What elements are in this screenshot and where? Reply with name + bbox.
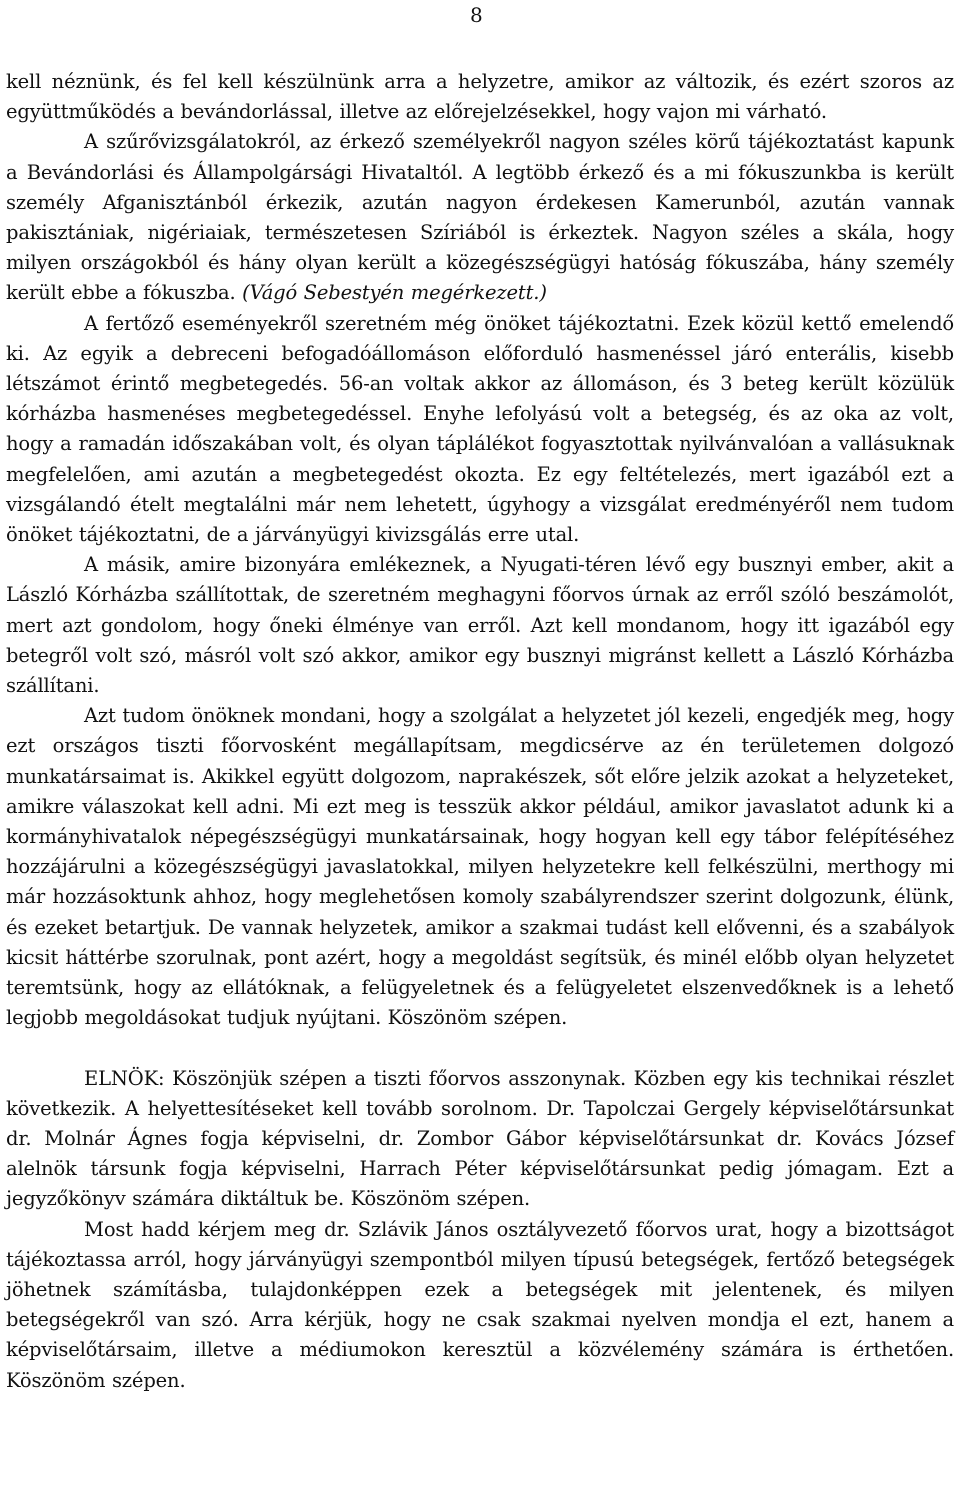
paragraph-chair-remarks: ELNÖK: Köszönjük szépen a tiszti főorvos asszonynak. Közben egy kis technikai részlet következik. A helyettesítéseket kell tovább sorolnom. Dr. Tapolczai Gergely képviselőtársunkat dr. Molnár Ágnes fogja képviselni, dr. Zombor Gábor képviselőtársunkat dr. Kovács József alelnök társunk fogja képviselni, Harrach Péter képviselőtársunkat pedig jómagam. Ezt a jegyzőkönyv számára diktáltuk be. Köszönöm szépen. bbox=[6, 1066, 954, 1211]
page-number: 8 bbox=[470, 3, 483, 27]
paragraph-5: Azt tudom önöknek mondani, hogy a szolgálat a helyzetet jól kezeli, engedjék meg, hogy ezt országos tiszti főorvosként megállapítsam, megdicsérve az én területemen dolgozó munkatársaimat is. Akikkel együtt dolgozom, naprakészek, sőt előre jelzik azokat a helyzeteket, amikre válaszokat kell adni. Mi ezt meg is tesszük akkor például, amikor javaslatot adunk ki a kormányhivatalok népegészségügyi munkatársainak, hogy hogyan kell egy tábor felépítéséhez hozzájárulni a közegészségügyi javaslatokkal, milyen helyzetekre kell felkészülni, merthogy mi már hozzásoktunk ahhoz, hogy meglehetősen komoly szabályrendszer szerint dolgozunk, élünk, és ezeket betartjuk. De vannak helyzetek, amikor a szakmai tudást kell elővenni, és a szabályok kicsit háttérbe szorulnak, pont azért, hogy a megoldást segítsük, és minél előbb olyan helyzetet teremtsünk, hogy az ellátóknak, a felügyeletnek és a felügyeletet elszenvedőknek is a lehető legjobb megoldásokat tudjuk nyújtani. Köszönöm szépen. bbox=[6, 704, 954, 1030]
paragraph-3: A fertőző eseményekről szeretném még önöket tájékoztatni. Ezek közül kettő emelendő ki. Az egyik a debreceni befogadóállomáson előforduló hasmenéssel járó enterális, kisebb létszámot érintő megbetegedés. 56-an voltak akkor az állomáson, és 3 beteg került közülük kórházba hasmenéses megbetegedéssel. Enyhe lefolyású volt a betegség, és az oka az volt, hogy a ramadán időszakában volt, és olyan táplálékot fogyasztottak nyilvánvalóan a vallásuknak megfelelően, ami azután a megbetegedést okozta. Ez egy feltételezés, mert igazából ezt a vizsgálandó ételt megtalálni már nem lehetett, úgyhogy a vizsgálat eredményéről nem tudom önöket tájékoztatni, de a járványügyi kivizsgálás erre utal. bbox=[6, 311, 954, 547]
document-body bbox=[6, 67, 954, 1396]
paragraph-2 bbox=[6, 127, 954, 308]
paragraph-1: kell néznünk, és fel kell készülnünk arra a helyzetre, amikor az változik, és ezért szoros az együttműködés a bevándorlással, illetve az előrejelzésekkel, hogy vajon mi várható. bbox=[6, 70, 954, 124]
paragraph-2-text: A szűrővizsgálatokról, az érkező személyekről nagyon széles körű tájékoztatást kapunk a Bevándorlási és Állampolgársági Hivataltól. A legtöbb érkező és a mi fókuszunkba is került személy Afganisztánból érkezik, azután nagyon érdekesen Kamerunból, azután vannak pakisztániak, nigériaiak, természetesen Szíriából is érkeztek. Nagyon széles a skála, hogy milyen országokból és hány olyan került a közegészségügyi hatóság fókuszába, hány személy került ebbe a fókuszba. bbox=[6, 130, 954, 305]
paragraph-4: A másik, amire bizonyára emlékeznek, a Nyugati-téren lévő egy busznyi ember, akit a László Kórházba szállítottak, de szeretném meghagyni főorvos úrnak az erről szóló beszámolót, mert azt gondolom, hogy őneki élménye van erről. Azt kell mondanom, hogy itt igazából egy betegről volt szó, másról volt szó akkor, amikor egy busznyi migránst kellett a László Kórházba szállítani. bbox=[6, 553, 954, 698]
arrival-note: (Vágó Sebestyén megérkezett.) bbox=[242, 281, 547, 305]
paragraph-7: Most hadd kérjem meg dr. Szlávik János osztályvezető főorvos urat, hogy a bizottságot tájékoztassa arról, hogy járványügyi szempontból milyen típusú betegségek, fertőző betegségek jöhetnek számításba, tulajdonképpen ezek a betegségek mit jelentenek, és milyen betegségekről van szó. Arra kérjük, hogy ne csak szakmai nyelven mondja el ezt, hanem a képviselőtársaim, illetve a médiumokon keresztül a közvélemény számára is érthetően. Köszönöm szépen. bbox=[6, 1217, 954, 1392]
